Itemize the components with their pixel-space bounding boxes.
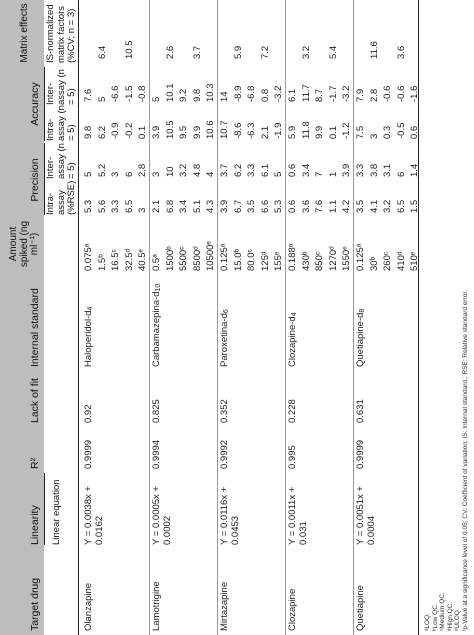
- linear-equation: Y = 0.0011x + 0.031: [287, 486, 309, 545]
- a-inter-cell: -1.7: [327, 85, 339, 102]
- amount-cell: 430ᵇ: [300, 251, 312, 271]
- a-inter-cell: -1.6: [409, 85, 421, 102]
- amount-cell: 510ᵉ: [409, 251, 421, 271]
- p-intra-cell: 1.1: [327, 199, 339, 213]
- p-inter-cell: 6.1: [259, 163, 271, 177]
- amount-cell: 0.125ᵃ: [219, 243, 230, 271]
- p-inter-cell: 3.8: [368, 163, 380, 177]
- amount-cell: 8500ᵈ: [191, 246, 203, 271]
- internal-standard: Paroxetina-d6: [219, 309, 230, 367]
- footnote: ᶠp-Value at a significance level of 0.05; CV: Coefficient of variation; IS: Internal standard.; RSE: Relative standard error.: [462, 290, 469, 631]
- p-inter-cell: 6.2: [232, 163, 244, 177]
- drug-name: Olanzapine: [83, 582, 94, 631]
- p-intra-cell: 4.3: [205, 199, 217, 213]
- mf-cell: 2.6: [164, 45, 176, 59]
- a-inter-cell: -3.2: [341, 85, 353, 102]
- group-separator: [149, 0, 150, 635]
- a-inter-cell: 11.7: [300, 84, 312, 102]
- a-intra-cell: -6.3: [246, 122, 258, 139]
- a-inter-cell: -0.8: [137, 85, 149, 102]
- p-intra-cell: 7.6: [314, 199, 326, 213]
- a-inter-cell: -0.6: [395, 85, 407, 102]
- r2-value: 0.9999: [355, 439, 366, 469]
- a-inter-cell: 10.1: [164, 83, 176, 102]
- p-intra-cell: 3: [137, 207, 149, 213]
- table-header: [0, 0, 44, 635]
- p-inter-cell: 3.3: [355, 163, 366, 177]
- amount-cell: 30ᵇ: [368, 256, 380, 271]
- a-inter-cell: -1.5: [123, 85, 135, 102]
- a-intra-cell: 6.2: [96, 125, 108, 139]
- a-intra-cell: 5.9: [287, 125, 298, 139]
- a-intra-cell: 11.8: [300, 121, 312, 139]
- internal-standard-subscript: 4: [87, 306, 94, 311]
- amount-cell: 1.5ᵇ: [96, 254, 108, 271]
- a-inter-cell: 9.2: [178, 88, 190, 102]
- a-intra-cell: 0.1: [327, 125, 339, 139]
- subheader-matrix-factors: IS-normalized matrix factors (%CV; n = 3): [45, 4, 77, 63]
- a-inter-cell: 7.6: [83, 88, 94, 102]
- amount-cell: 1550ᵉ: [341, 246, 353, 271]
- a-intra-cell: 3: [368, 133, 380, 139]
- linear-equation: Y = 0.0051x + 0.0004: [355, 486, 377, 545]
- a-intra-cell: 0.6: [409, 125, 421, 139]
- subheader-precision-inter: Inter-assay (n = 5): [45, 143, 77, 179]
- amount-cell: 10500ᵉ: [205, 241, 217, 271]
- mf-cell: 5.4: [327, 45, 339, 59]
- header-matrix-effects: Matrix effects: [19, 3, 30, 63]
- p-inter-cell: 5.2: [96, 163, 108, 177]
- amount-cell: 260ᶜ: [382, 251, 394, 271]
- a-intra-cell: -8.6: [232, 122, 244, 139]
- amount-cell: 15.0ᵇ: [232, 248, 244, 271]
- mf-cell: 3.6: [395, 45, 407, 59]
- mf-cell: 10.5: [123, 40, 135, 59]
- linear-equation: Y = 0.0116x + 0.0453: [219, 486, 241, 545]
- internal-standard: Haloperidol-d4: [83, 306, 94, 367]
- amount-cell: 850ᶜ: [314, 251, 326, 271]
- mf-cell: 3.7: [191, 45, 203, 59]
- a-intra-cell: -1.2: [341, 122, 353, 139]
- drug-name: Clozapine: [287, 588, 298, 631]
- subheader-accuracy-inter: Inter-assay (n = 5): [45, 69, 77, 105]
- a-intra-cell: 10.6: [205, 120, 217, 139]
- amount-cell: 1270ᵈ: [327, 246, 339, 271]
- rule-header-bottom: [78, 0, 79, 635]
- footnote: ᵇLow QC.: [431, 603, 439, 631]
- a-intra-cell: 9.9: [191, 125, 203, 139]
- internal-standard-subscript: 4: [291, 312, 298, 317]
- p-inter-cell: 6: [123, 171, 135, 177]
- group-separator: [217, 0, 218, 635]
- footnote: ᶜMedium QC.: [439, 592, 447, 631]
- p-intra-cell: 0.6: [287, 199, 298, 213]
- header-precision: Precision: [29, 158, 41, 202]
- p-intra-cell: 3.5: [355, 199, 366, 213]
- p-intra-cell: 6.6: [259, 199, 271, 213]
- mf-cell: 6.4: [96, 45, 108, 59]
- subheader-linear-equation: Linear equation: [51, 479, 62, 545]
- a-inter-cell: -0.6: [382, 85, 394, 102]
- internal-standard-subscript: 8: [359, 308, 366, 313]
- subheader-accuracy-intra: Intra-assay (n = 5): [45, 105, 77, 141]
- rule-precision: [44, 143, 45, 215]
- p-inter-cell: 3.2: [178, 163, 190, 177]
- linear-equation: Y = 0.0038x + 0.0162: [83, 486, 105, 545]
- header-lack-of-fit: Lack of fit: [29, 378, 41, 423]
- p-inter-cell: 7: [314, 171, 326, 177]
- lack-of-fit-value: 0.92: [83, 404, 94, 423]
- mf-cell: 7.2: [259, 45, 271, 59]
- a-inter-cell: -3.2: [273, 85, 285, 102]
- a-intra-cell: 2.1: [259, 125, 271, 139]
- amount-cell: 16.5ᶜ: [110, 249, 122, 271]
- header-accuracy: Accuracy: [29, 82, 41, 126]
- p-intra-cell: 5.1: [191, 199, 203, 213]
- lack-of-fit-value: 0.228: [287, 399, 298, 423]
- a-inter-cell: 5: [151, 96, 162, 102]
- a-inter-cell: -6.8: [246, 85, 258, 102]
- p-intra-cell: 4.2: [341, 199, 353, 213]
- lack-of-fit-value: 0.631: [355, 399, 366, 423]
- p-inter-cell: 1.4: [409, 163, 421, 177]
- lack-of-fit-value: 0.825: [151, 399, 162, 423]
- a-inter-cell: 5: [96, 96, 108, 102]
- p-inter-cell: 0.6: [287, 163, 298, 177]
- a-intra-cell: 9.9: [314, 125, 326, 139]
- a-inter-cell: -8.9: [232, 85, 244, 102]
- p-intra-cell: 3.3: [110, 199, 122, 213]
- a-inter-cell: 10.3: [205, 83, 217, 102]
- r2-value: 0.9992: [219, 439, 230, 469]
- footnote: ᵃLOQ.: [424, 613, 431, 631]
- table-subheader: [44, 0, 78, 635]
- p-intra-cell: 3.4: [178, 199, 190, 213]
- a-inter-cell: 9.8: [191, 88, 203, 102]
- p-intra-cell: 5.3: [273, 199, 285, 213]
- footnote: ᵈHigh QC.: [446, 601, 454, 631]
- amount-cell: 0.5ᵃ: [151, 254, 162, 271]
- a-inter-cell: 7.9: [355, 88, 366, 102]
- r2-value: 0.995: [287, 445, 298, 469]
- drug-name: Quetiapine: [355, 585, 366, 631]
- linear-equation: Y = 0.0005x + 0.0002: [151, 486, 173, 545]
- footnote: ᵉULOQ.: [454, 608, 462, 631]
- p-inter-cell: 4.8: [191, 163, 203, 177]
- p-intra-cell: 4.1: [368, 199, 380, 213]
- a-intra-cell: 9.8: [83, 125, 94, 139]
- p-inter-cell: 4: [205, 171, 217, 177]
- amount-cell: 125ᵈ: [259, 251, 271, 271]
- p-inter-cell: 1: [327, 171, 339, 177]
- amount-cell: 0.188ᵃ: [287, 243, 298, 271]
- p-inter-cell: 3.4: [300, 163, 312, 177]
- header-amount-spiked: Amount spiked (ng ml⁻¹): [8, 220, 40, 268]
- header-linearity: Linearity: [29, 505, 41, 545]
- p-inter-cell: 10: [164, 166, 176, 177]
- p-intra-cell: 2.1: [151, 199, 162, 213]
- r2-value: 0.9994: [151, 439, 162, 469]
- amount-cell: 40.5ᵉ: [137, 248, 149, 271]
- p-inter-cell: 3.9: [341, 163, 353, 177]
- a-intra-cell: 7.5: [355, 125, 366, 139]
- p-inter-cell: 3: [110, 171, 122, 177]
- p-intra-cell: 3.9: [219, 199, 230, 213]
- internal-standard-subscript: 10: [155, 283, 162, 292]
- a-intra-cell: -1.9: [273, 122, 285, 139]
- header-r2: R²: [29, 457, 41, 469]
- p-intra-cell: 6.5: [123, 199, 135, 213]
- a-intra-cell: 3.9: [151, 125, 162, 139]
- drug-name: Mirtazapine: [219, 581, 230, 631]
- p-inter-cell: 3.7: [219, 163, 230, 177]
- p-intra-cell: 5.3: [83, 199, 94, 213]
- a-intra-cell: 9.5: [178, 125, 190, 139]
- r2-value: 0.9999: [83, 439, 94, 469]
- amount-cell: 32.5ᵈ: [123, 248, 135, 271]
- a-inter-cell: 0.8: [259, 88, 271, 102]
- a-inter-cell: -6.6: [110, 85, 122, 102]
- p-intra-cell: 6.7: [232, 199, 244, 213]
- p-intra-cell: 3.5: [246, 199, 258, 213]
- p-intra-cell: 3.6: [300, 199, 312, 213]
- a-intra-cell: -0.9: [110, 122, 122, 139]
- p-intra-cell: 1.5: [409, 199, 421, 213]
- internal-standard: Carbamazepina-d10: [151, 283, 162, 367]
- p-inter-cell: 5: [83, 171, 94, 177]
- p-inter-cell: 5: [273, 171, 285, 177]
- internal-standard: Clozapine-d4: [287, 312, 298, 367]
- p-intra-cell: 5.6: [96, 199, 108, 213]
- subheader-precision-intra: Intra-assay (%RSE): [45, 180, 77, 215]
- amount-cell: 5500ᶜ: [178, 246, 190, 271]
- a-intra-cell: 10.5: [164, 120, 176, 139]
- p-intra-cell: 6.8: [164, 199, 176, 213]
- amount-cell: 1500ᵇ: [164, 246, 176, 271]
- group-separator: [353, 0, 354, 635]
- header-internal-standard: Internal standard: [29, 288, 41, 367]
- amount-cell: 0.075ᵃ: [83, 243, 94, 271]
- amount-cell: 410ᵈ: [395, 251, 407, 271]
- a-intra-cell: -0.2: [123, 122, 135, 139]
- a-inter-cell: 2.8: [368, 88, 380, 102]
- drug-name: Lamotrigine: [151, 581, 162, 631]
- a-intra-cell: 0.1: [137, 125, 149, 139]
- group-separator: [285, 0, 286, 635]
- amount-cell: 80.0ᶜ: [246, 249, 258, 271]
- a-intra-cell: 0.3: [382, 125, 394, 139]
- p-inter-cell: 3.3: [246, 163, 258, 177]
- p-inter-cell: 3.1: [382, 163, 394, 177]
- a-inter-cell: 6.1: [287, 88, 298, 102]
- rule-linearity: [44, 473, 45, 545]
- a-inter-cell: 8.7: [314, 88, 326, 102]
- mf-cell: 5.9: [232, 45, 244, 59]
- p-inter-cell: 3: [151, 171, 162, 177]
- a-intra-cell: 10.7: [219, 120, 230, 139]
- a-inter-cell: 14: [219, 91, 230, 102]
- p-inter-cell: 6: [395, 171, 407, 177]
- header-target-drug: Target drug: [29, 577, 41, 631]
- amount-cell: 155ᵉ: [273, 251, 285, 271]
- mf-cell: 3.2: [300, 45, 312, 59]
- p-intra-cell: 6.5: [395, 199, 407, 213]
- p-intra-cell: 3.2: [382, 199, 394, 213]
- internal-standard: Quetiapine-d8: [355, 308, 366, 367]
- p-inter-cell: 2.8: [137, 163, 149, 177]
- a-intra-cell: -0.5: [395, 122, 407, 139]
- lack-of-fit-value: 0.352: [219, 399, 230, 423]
- internal-standard-subscript: 6: [223, 309, 230, 314]
- amount-cell: 0.125ᵃ: [355, 243, 366, 271]
- mf-cell: 11.6: [368, 41, 380, 59]
- rule-accuracy: [44, 67, 45, 141]
